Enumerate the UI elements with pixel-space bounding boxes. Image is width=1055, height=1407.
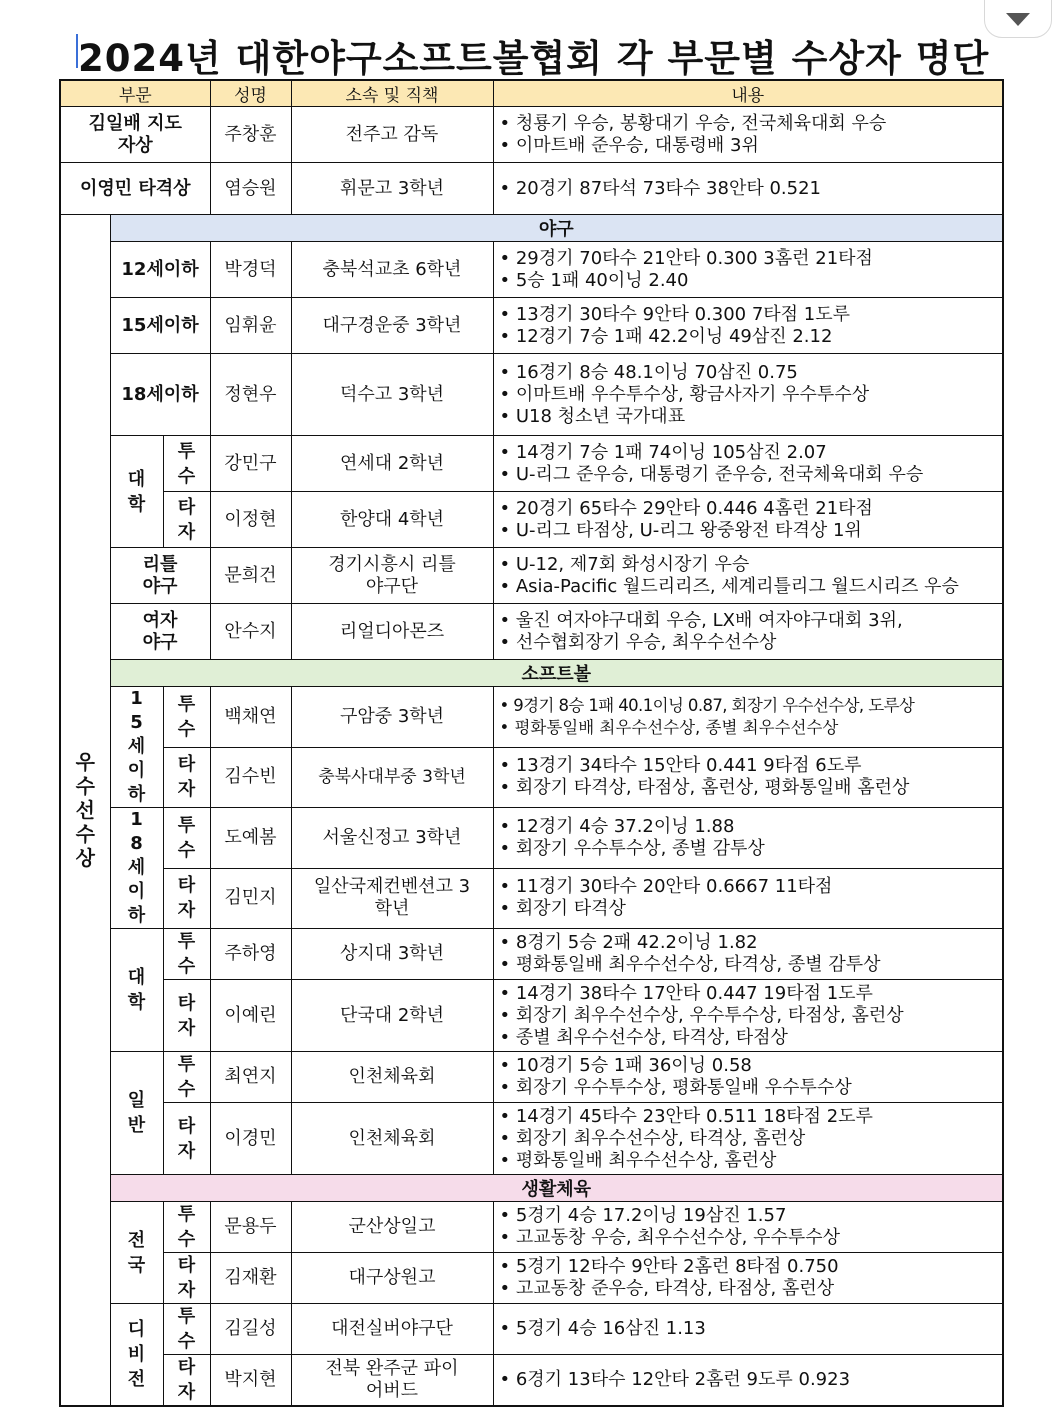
name-cell: 주하영 (210, 929, 291, 980)
group-label-national: 전국 (110, 1202, 163, 1304)
name-cell: 이정현 (210, 492, 291, 548)
category-cell: 리틀 야구 (110, 548, 210, 604)
table-row (60, 1052, 1003, 1103)
affiliation-cell: 전주고 감독 (291, 107, 493, 163)
content-cell: • 16경기 8승 48.1이닝 70삼진 0.75 • 이마트배 우수투수상, 황금사자기 우수투수상 • U18 청소년 국가대표 (493, 354, 1003, 436)
name-cell: 김길성 (210, 1304, 291, 1355)
subgroup-label-batter: 타자 (163, 868, 210, 929)
name-cell: 안수지 (210, 604, 291, 660)
name-cell: 이경민 (210, 1103, 291, 1175)
content-cell: • 울진 여자야구대회 우승, LX배 여자야구대회 3위, • 선수협회장기 우승, 최우수선수상 (493, 604, 1003, 660)
subgroup-label-batter: 타자 (163, 1103, 210, 1175)
affiliation-cell: 일산국제컨벤션고 3학년 (291, 868, 493, 929)
subgroup-label-batter: 타자 (163, 747, 210, 808)
content-cell: • 20경기 65타수 29안타 0.446 4홈런 21타점 • U-리그 타점상, U-리그 왕중왕전 타격상 1위 (493, 492, 1003, 548)
affiliation-cell: 인천체육회 (291, 1052, 493, 1103)
content-cell: • 6경기 13타수 12안타 2홈런 9도루 0.923 (493, 1355, 1003, 1407)
subgroup-label-pitcher: 투수 (163, 1202, 210, 1253)
affiliation-cell: 구암중 3학년 (291, 687, 493, 748)
subgroup-label-batter: 타자 (163, 1253, 210, 1304)
affiliation-cell: 충북사대부중 3학년 (291, 747, 493, 808)
affiliation-cell: 군산상일고 (291, 1202, 493, 1253)
name-cell: 문용두 (210, 1202, 291, 1253)
name-cell: 임휘윤 (210, 298, 291, 354)
header-name: 성명 (210, 80, 291, 107)
content-cell: • 5경기 12타수 9안타 2홈런 8타점 0.750 • 고교동창 준우승, 타격상, 타점상, 홈런상 (493, 1253, 1003, 1304)
group-label-u18: 18세이하 (110, 808, 163, 929)
name-cell: 정현우 (210, 354, 291, 436)
name-cell: 도예봄 (210, 808, 291, 869)
content-cell: • 13경기 34타수 15안타 0.441 9타점 6도루 • 회장기 타격상, 타점상, 홈런상, 평화통일배 홈런상 (493, 747, 1003, 808)
category-cell: 18세이하 (110, 354, 210, 436)
section-row-baseball (60, 215, 1003, 242)
name-cell: 박경덕 (210, 242, 291, 298)
dropdown-toggle-button[interactable] (984, 0, 1052, 38)
affiliation-cell: 전북 완주군 파이어버드 (291, 1355, 493, 1407)
content-cell: • 8경기 5승 2패 42.2이닝 1.82 • 평화통일배 최우수선수상, 타격상, 종별 감투상 (493, 929, 1003, 980)
affiliation-cell: 단국대 2학년 (291, 980, 493, 1052)
awards-table (59, 79, 1004, 1407)
affiliation-cell: 경기시흥시 리틀야구단 (291, 548, 493, 604)
content-cell: • 11경기 30타수 20안타 0.6667 11타점 • 회장기 타격상 (493, 868, 1003, 929)
table-row (60, 548, 1003, 604)
affiliation-cell: 서울신정고 3학년 (291, 808, 493, 869)
chevron-down-icon (1006, 13, 1030, 26)
subgroup-label-batter: 타자 (163, 980, 210, 1052)
name-cell: 강민구 (210, 436, 291, 492)
table-row (60, 687, 1003, 748)
group-label-division: 디비전 (110, 1304, 163, 1407)
content-cell: • 14경기 7승 1패 74이닝 105삼진 2.07 • U-리그 준우승, 대통령기 준우승, 전국체육대회 우승 (493, 436, 1003, 492)
group-label-u15: 15세이하 (110, 687, 163, 808)
content-cell: • 5경기 4승 16삼진 1.13 (493, 1304, 1003, 1355)
name-cell: 김재환 (210, 1253, 291, 1304)
affiliation-cell: 휘문고 3학년 (291, 163, 493, 215)
table-row (60, 1355, 1003, 1407)
content-cell: • 14경기 45타수 23안타 0.511 18타점 2도루 • 회장기 최우수선수상, 타격상, 홈런상 • 평화통일배 최우수선수상, 홈런상 (493, 1103, 1003, 1175)
table-row (60, 436, 1003, 492)
subgroup-label-pitcher: 투수 (163, 929, 210, 980)
affiliation-cell: 상지대 3학년 (291, 929, 493, 980)
table-row (60, 492, 1003, 548)
award-group-label: 우수선수상 (60, 215, 110, 1407)
content-cell: • 13경기 30타수 9안타 0.300 7타점 1도루 • 12경기 7승 1패 42.2이닝 49삼진 2.12 (493, 298, 1003, 354)
header-row (60, 80, 1003, 107)
section-row-softball (60, 660, 1003, 687)
subgroup-label-pitcher: 투수 (163, 1304, 210, 1355)
table-row (60, 1103, 1003, 1175)
affiliation-cell: 연세대 2학년 (291, 436, 493, 492)
group-label-university: 대학 (110, 436, 163, 548)
section-header-baseball: 야구 (110, 215, 1003, 242)
category-cell: 이영민 타격상 (60, 163, 210, 215)
content-cell: • 9경기 8승 1패 40.1이닝 0.87, 회장기 우수선수상, 도루상 • 평화통일배 최우수선수상, 종별 최우수선수상 (493, 687, 1003, 748)
section-row-lifesports (60, 1175, 1003, 1202)
header-affiliation: 소속 및 직책 (291, 80, 493, 107)
affiliation-cell: 리얼디아몬즈 (291, 604, 493, 660)
table-row (60, 604, 1003, 660)
table-row (60, 868, 1003, 929)
name-cell: 이예린 (210, 980, 291, 1052)
subgroup-label-pitcher: 투수 (163, 808, 210, 869)
section-header-softball: 소프트볼 (110, 660, 1003, 687)
name-cell: 김민지 (210, 868, 291, 929)
table-row (60, 1253, 1003, 1304)
table-row (60, 929, 1003, 980)
content-cell: • 10경기 5승 1패 36이닝 0.58 • 회장기 우수투수상, 평화통일배 우수투수상 (493, 1052, 1003, 1103)
page-title: 2024년 대한야구소프트볼협회 각 부문별 수상자 명단 (78, 37, 990, 80)
table-row (60, 298, 1003, 354)
affiliation-cell: 대구상원고 (291, 1253, 493, 1304)
table-row (60, 980, 1003, 1052)
content-cell: • 5경기 4승 17.2이닝 19삼진 1.57 • 고교동창 우승, 최우수선수상, 우수투수상 (493, 1202, 1003, 1253)
content-cell: • U-12, 제7회 화성시장기 우승 • Asia-Pacific 월드리리즈, 세계리틀리그 월드시리즈 우승 (493, 548, 1003, 604)
table-row (60, 107, 1003, 163)
subgroup-label-pitcher: 투수 (163, 436, 210, 492)
content-cell: • 12경기 4승 37.2이닝 1.88 • 회장기 우수투수상, 종별 감투상 (493, 808, 1003, 869)
category-cell: 김일배 지도자상 (60, 107, 210, 163)
category-cell: 15세이하 (110, 298, 210, 354)
table-row (60, 747, 1003, 808)
affiliation-cell: 대구경운중 3학년 (291, 298, 493, 354)
affiliation-cell: 한양대 4학년 (291, 492, 493, 548)
header-content: 내용 (493, 80, 1003, 107)
table-row (60, 354, 1003, 436)
content-cell: • 14경기 38타수 17안타 0.447 19타점 1도루 • 회장기 최우수선수상, 우수투수상, 타점상, 홈런상 • 종별 최우수선수상, 타격상, 타점상 (493, 980, 1003, 1052)
content-cell: • 29경기 70타수 21안타 0.300 3홈런 21타점 • 5승 1패 40이닝 2.40 (493, 242, 1003, 298)
header-category: 부문 (60, 80, 210, 107)
affiliation-cell: 충북석교초 6학년 (291, 242, 493, 298)
group-label-university: 대학 (110, 929, 163, 1052)
name-cell: 김수빈 (210, 747, 291, 808)
subgroup-label-batter: 타자 (163, 492, 210, 548)
table-row (60, 163, 1003, 215)
table-row (60, 242, 1003, 298)
content-cell: • 20경기 87타석 73타수 38안타 0.521 (493, 163, 1003, 215)
name-cell: 백채연 (210, 687, 291, 748)
content-cell: • 청룡기 우승, 봉황대기 우승, 전국체육대회 우승 • 이마트배 준우승, 대통령배 3위 (493, 107, 1003, 163)
subgroup-label-pitcher: 투수 (163, 687, 210, 748)
affiliation-cell: 덕수고 3학년 (291, 354, 493, 436)
table-row (60, 1202, 1003, 1253)
category-cell: 12세이하 (110, 242, 210, 298)
name-cell: 주창훈 (210, 107, 291, 163)
name-cell: 염승원 (210, 163, 291, 215)
subgroup-label-batter: 타자 (163, 1355, 210, 1407)
name-cell: 문희건 (210, 548, 291, 604)
category-cell: 여자 야구 (110, 604, 210, 660)
name-cell: 최연지 (210, 1052, 291, 1103)
group-label-general: 일반 (110, 1052, 163, 1175)
table-row (60, 808, 1003, 869)
affiliation-cell: 대전실버야구단 (291, 1304, 493, 1355)
subgroup-label-pitcher: 투수 (163, 1052, 210, 1103)
section-header-lifesports: 생활체육 (110, 1175, 1003, 1202)
table-row (60, 1304, 1003, 1355)
name-cell: 박지현 (210, 1355, 291, 1407)
affiliation-cell: 인천체육회 (291, 1103, 493, 1175)
